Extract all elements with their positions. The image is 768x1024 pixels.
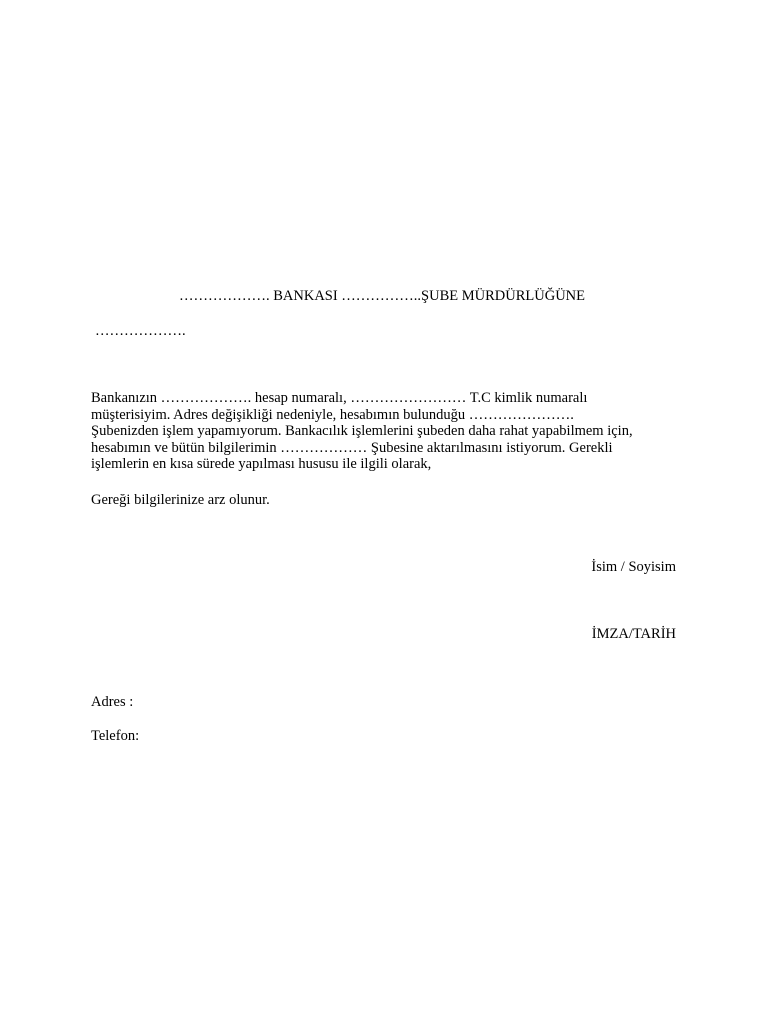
letter-heading-text: ………………. BANKASI ……………..ŞUBE MÜRDÜRLÜĞÜNE	[178, 288, 585, 304]
body-line: müşterisiyim. Adres değişikliği nedeniyle, hesabımın bulunduğu ………………….	[91, 406, 574, 423]
signature-name-label: İsim / Soyisim	[591, 559, 676, 575]
closing-sentence: Gereği bilgilerinize arz olunur.	[91, 492, 270, 508]
body-line: işlemlerin en kısa sürede yapılması hususu ile ilgili olarak,	[91, 456, 432, 472]
letter-body	[91, 390, 691, 473]
body-line: Bankanızın ………………. hesap numaralı, …………………… T.C kimlik numaralı	[91, 390, 588, 406]
phone-label: Telefon:	[91, 728, 140, 744]
signature-date-label: İMZA/TARİH	[591, 626, 676, 642]
body-line: Şubenizden işlem yapamıyorum. Bankacılık işlemlerini şubeden daha rahat yapabilmem için,	[91, 423, 633, 439]
body-line: hesabımın ve bütün bilgilerimin ……………… Şubesine aktarılmasını istiyorum. Gerekli	[91, 439, 613, 456]
letter-heading	[0, 288, 768, 305]
address-label: Adres :	[91, 694, 134, 710]
recipient-placeholder: ……………….	[95, 323, 186, 339]
